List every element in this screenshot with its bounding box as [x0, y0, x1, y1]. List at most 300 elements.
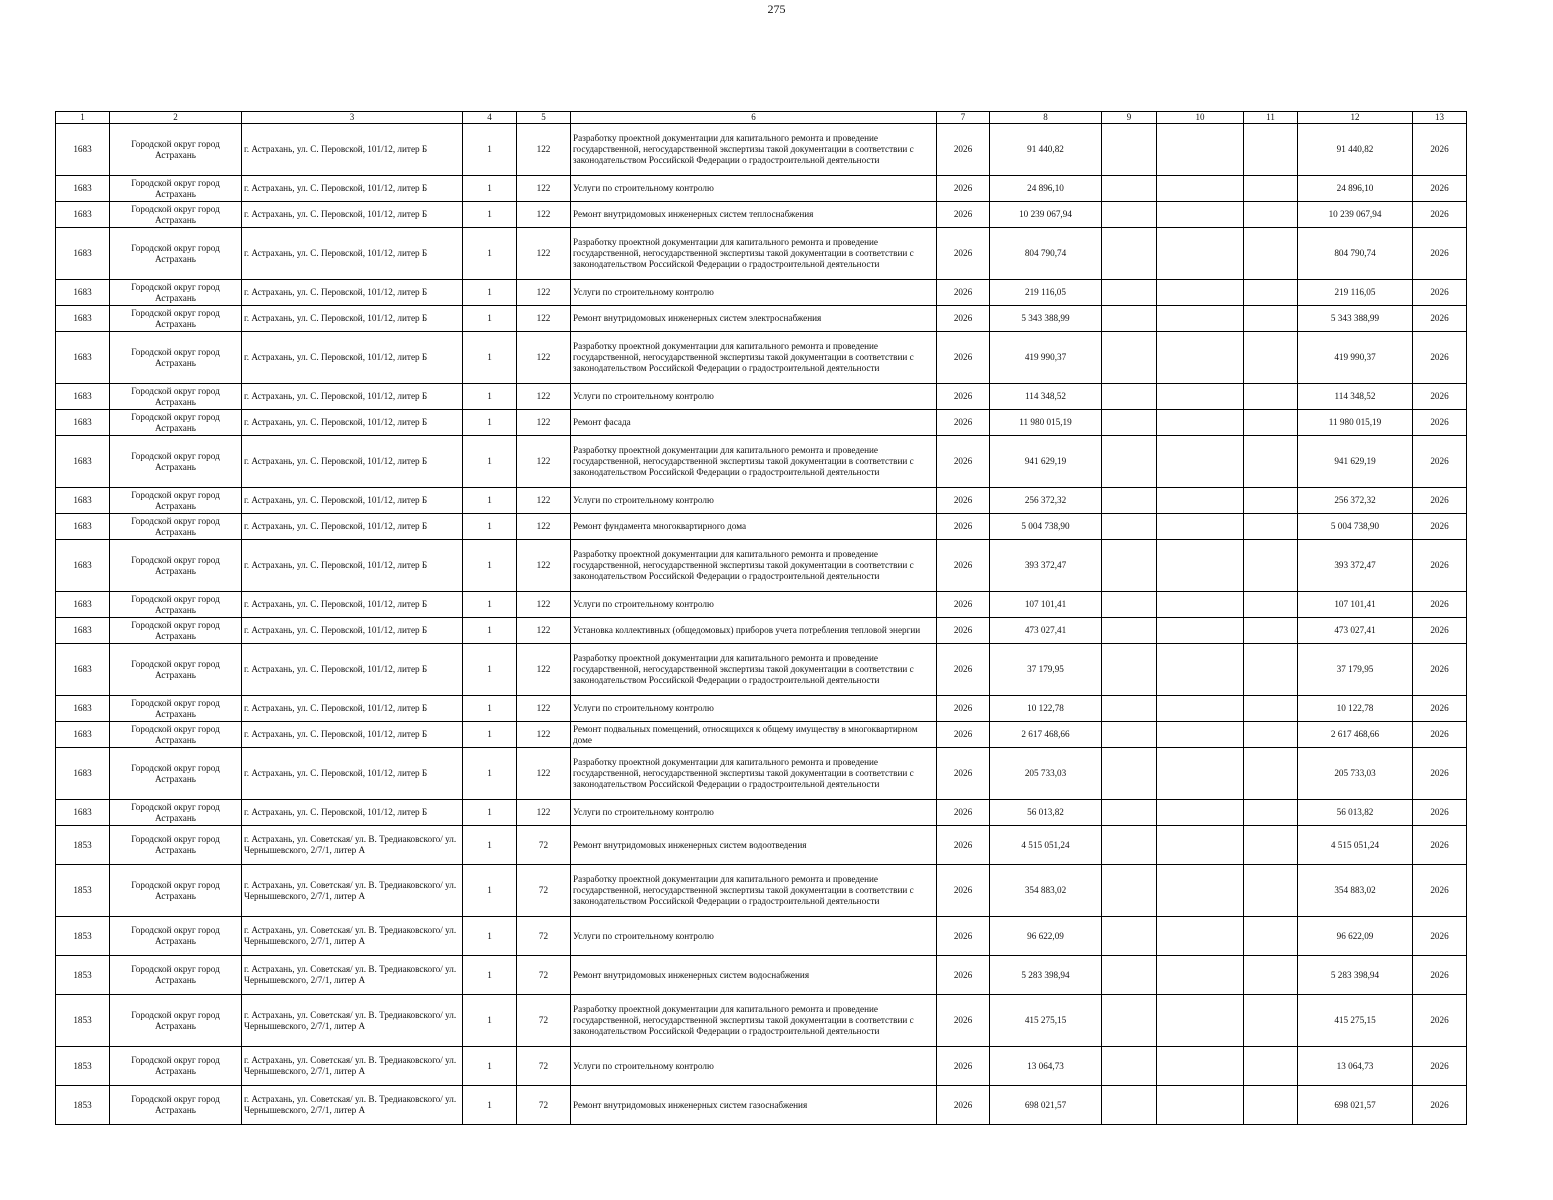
cell-work-type: Ремонт фасада — [571, 410, 937, 436]
cell-col-10 — [1157, 618, 1244, 644]
cell-end-year: 2026 — [1413, 1086, 1467, 1125]
cell-house-id: 1683 — [56, 488, 110, 514]
cell-col-10 — [1157, 280, 1244, 306]
cell-col-9 — [1102, 540, 1157, 592]
cell-total: 56 013,82 — [1298, 800, 1413, 826]
cell-house-id: 1683 — [56, 410, 110, 436]
cell-work-type: Разработку проектной документации для капитального ремонта и проведение государственной, негосударственной экспертизы такой документации в соответствии с законодательством Российской Федерации о градостроительной деятельности — [571, 748, 937, 800]
cell-col-11 — [1244, 618, 1298, 644]
cell-address: г. Астрахань, ул. С. Перовской, 101/12, литер Б — [242, 696, 463, 722]
cell-col-10 — [1157, 696, 1244, 722]
cell-col-5: 122 — [517, 202, 571, 228]
cell-address: г. Астрахань, ул. С. Перовской, 101/12, литер Б — [242, 514, 463, 540]
cell-col-9 — [1102, 436, 1157, 488]
column-header-2: 2 — [110, 112, 242, 124]
cell-address: г. Астрахань, ул. С. Перовской, 101/12, литер Б — [242, 488, 463, 514]
cell-year: 2026 — [937, 865, 990, 917]
table-row — [56, 800, 1467, 826]
cell-house-id: 1683 — [56, 748, 110, 800]
cell-col-11 — [1244, 202, 1298, 228]
cell-end-year: 2026 — [1413, 410, 1467, 436]
cell-col-11 — [1244, 748, 1298, 800]
cell-col-4: 1 — [463, 436, 517, 488]
cell-col-10 — [1157, 306, 1244, 332]
cell-end-year: 2026 — [1413, 176, 1467, 202]
cell-end-year: 2026 — [1413, 540, 1467, 592]
cell-col-10 — [1157, 826, 1244, 865]
cell-work-type: Ремонт внутридомовых инженерных систем электроснабжения — [571, 306, 937, 332]
cell-col-4: 1 — [463, 995, 517, 1047]
cell-col-10 — [1157, 176, 1244, 202]
cell-col-9 — [1102, 384, 1157, 410]
cell-col-4: 1 — [463, 176, 517, 202]
cell-house-id: 1853 — [56, 995, 110, 1047]
cell-col-11 — [1244, 306, 1298, 332]
cell-col-5: 72 — [517, 1047, 571, 1086]
cell-year: 2026 — [937, 1047, 990, 1086]
cell-col-5: 122 — [517, 618, 571, 644]
cell-end-year: 2026 — [1413, 124, 1467, 176]
cell-work-type: Разработку проектной документации для капитального ремонта и проведение государственной, негосударственной экспертизы такой документации в соответствии с законодательством Российской Федерации о градостроительной деятельности — [571, 644, 937, 696]
cell-house-id: 1683 — [56, 202, 110, 228]
cell-address: г. Астрахань, ул. С. Перовской, 101/12, литер Б — [242, 124, 463, 176]
cell-address: г. Астрахань, ул. Советская/ ул. В. Тредиаковского/ ул. Чернышевского, 2/7/1, литер А — [242, 956, 463, 995]
cell-col-9 — [1102, 865, 1157, 917]
cell-col-5: 72 — [517, 956, 571, 995]
cell-col-4: 1 — [463, 618, 517, 644]
cell-cost: 11 980 015,19 — [990, 410, 1102, 436]
cell-cost: 5 004 738,90 — [990, 514, 1102, 540]
cell-total: 5 004 738,90 — [1298, 514, 1413, 540]
cell-col-4: 1 — [463, 306, 517, 332]
cell-address: г. Астрахань, ул. С. Перовской, 101/12, литер Б — [242, 592, 463, 618]
cell-col-11 — [1244, 1047, 1298, 1086]
cell-municipality: Городской округ город Астрахань — [110, 800, 242, 826]
cell-work-type: Разработку проектной документации для капитального ремонта и проведение государственной, негосударственной экспертизы такой документации в соответствии с законодательством Российской Федерации о градостроительной деятельности — [571, 865, 937, 917]
column-header-8: 8 — [990, 112, 1102, 124]
cell-municipality: Городской округ город Астрахань — [110, 306, 242, 332]
cell-col-11 — [1244, 540, 1298, 592]
cell-work-type: Разработку проектной документации для капитального ремонта и проведение государственной, негосударственной экспертизы такой документации в соответствии с законодательством Российской Федерации о градостроительной деятельности — [571, 995, 937, 1047]
cell-col-5: 122 — [517, 228, 571, 280]
cell-total: 698 021,57 — [1298, 1086, 1413, 1125]
cell-total: 205 733,03 — [1298, 748, 1413, 800]
cell-col-4: 1 — [463, 917, 517, 956]
cell-municipality: Городской округ город Астрахань — [110, 124, 242, 176]
cell-house-id: 1853 — [56, 917, 110, 956]
cell-year: 2026 — [937, 280, 990, 306]
cell-house-id: 1683 — [56, 384, 110, 410]
cell-col-9 — [1102, 592, 1157, 618]
table-row — [56, 514, 1467, 540]
cell-year: 2026 — [937, 696, 990, 722]
table-row — [56, 865, 1467, 917]
cell-work-type: Услуги по строительному контролю — [571, 917, 937, 956]
cell-total: 5 283 398,94 — [1298, 956, 1413, 995]
cell-cost: 473 027,41 — [990, 618, 1102, 644]
cell-year: 2026 — [937, 826, 990, 865]
cell-year: 2026 — [937, 124, 990, 176]
cell-cost: 415 275,15 — [990, 995, 1102, 1047]
cell-municipality: Городской округ город Астрахань — [110, 514, 242, 540]
table-row — [56, 124, 1467, 176]
cell-municipality: Городской округ город Астрахань — [110, 995, 242, 1047]
cell-municipality: Городской округ город Астрахань — [110, 696, 242, 722]
cell-work-type: Установка коллективных (общедомовых) приборов учета потребления тепловой энергии — [571, 618, 937, 644]
cell-work-type: Услуги по строительному контролю — [571, 384, 937, 410]
cell-col-9 — [1102, 696, 1157, 722]
cell-end-year: 2026 — [1413, 618, 1467, 644]
column-header-5: 5 — [517, 112, 571, 124]
table-row — [56, 202, 1467, 228]
cell-end-year: 2026 — [1413, 280, 1467, 306]
cell-address: г. Астрахань, ул. С. Перовской, 101/12, литер Б — [242, 280, 463, 306]
cell-work-type: Ремонт внутридомовых инженерных систем теплоснабжения — [571, 202, 937, 228]
cell-end-year: 2026 — [1413, 995, 1467, 1047]
cell-col-4: 1 — [463, 384, 517, 410]
cell-col-10 — [1157, 592, 1244, 618]
cell-end-year: 2026 — [1413, 917, 1467, 956]
cell-col-4: 1 — [463, 124, 517, 176]
cell-total: 941 629,19 — [1298, 436, 1413, 488]
cell-end-year: 2026 — [1413, 644, 1467, 696]
cell-house-id: 1683 — [56, 306, 110, 332]
cell-col-9 — [1102, 514, 1157, 540]
cell-col-5: 122 — [517, 280, 571, 306]
cell-year: 2026 — [937, 722, 990, 748]
cell-col-10 — [1157, 514, 1244, 540]
cell-col-4: 1 — [463, 800, 517, 826]
cell-year: 2026 — [937, 410, 990, 436]
table-header — [56, 112, 1467, 124]
table-row — [56, 722, 1467, 748]
cell-work-type: Услуги по строительному контролю — [571, 1047, 937, 1086]
table-row — [56, 1047, 1467, 1086]
cell-cost: 37 179,95 — [990, 644, 1102, 696]
cell-address: г. Астрахань, ул. С. Перовской, 101/12, литер Б — [242, 202, 463, 228]
cell-house-id: 1683 — [56, 514, 110, 540]
cell-cost: 804 790,74 — [990, 228, 1102, 280]
cell-house-id: 1853 — [56, 826, 110, 865]
cell-year: 2026 — [937, 228, 990, 280]
cell-col-10 — [1157, 644, 1244, 696]
cell-year: 2026 — [937, 592, 990, 618]
cell-col-4: 1 — [463, 410, 517, 436]
cell-col-10 — [1157, 488, 1244, 514]
cell-year: 2026 — [937, 956, 990, 995]
cell-col-4: 1 — [463, 592, 517, 618]
cell-col-9 — [1102, 1086, 1157, 1125]
cell-col-9 — [1102, 410, 1157, 436]
cell-cost: 96 622,09 — [990, 917, 1102, 956]
table-row — [56, 696, 1467, 722]
column-header-9: 9 — [1102, 112, 1157, 124]
cell-col-9 — [1102, 722, 1157, 748]
cell-municipality: Городской округ город Астрахань — [110, 540, 242, 592]
cell-end-year: 2026 — [1413, 696, 1467, 722]
cell-cost: 5 343 388,99 — [990, 306, 1102, 332]
cell-cost: 10 122,78 — [990, 696, 1102, 722]
cell-year: 2026 — [937, 332, 990, 384]
cell-col-9 — [1102, 644, 1157, 696]
cell-col-9 — [1102, 618, 1157, 644]
cell-col-9 — [1102, 917, 1157, 956]
table-row — [56, 995, 1467, 1047]
cell-col-4: 1 — [463, 514, 517, 540]
cell-col-4: 1 — [463, 748, 517, 800]
cell-col-9 — [1102, 995, 1157, 1047]
cell-col-9 — [1102, 332, 1157, 384]
cell-total: 419 990,37 — [1298, 332, 1413, 384]
cell-col-5: 122 — [517, 410, 571, 436]
cell-col-5: 122 — [517, 644, 571, 696]
cell-house-id: 1683 — [56, 800, 110, 826]
table-row — [56, 176, 1467, 202]
cell-total: 24 896,10 — [1298, 176, 1413, 202]
cell-cost: 219 116,05 — [990, 280, 1102, 306]
cell-col-9 — [1102, 176, 1157, 202]
cell-end-year: 2026 — [1413, 488, 1467, 514]
cell-col-5: 72 — [517, 1086, 571, 1125]
cell-house-id: 1683 — [56, 436, 110, 488]
cell-house-id: 1853 — [56, 956, 110, 995]
table-row — [56, 306, 1467, 332]
table-row — [56, 618, 1467, 644]
cell-total: 393 372,47 — [1298, 540, 1413, 592]
cell-end-year: 2026 — [1413, 956, 1467, 995]
cell-col-11 — [1244, 280, 1298, 306]
cell-end-year: 2026 — [1413, 826, 1467, 865]
cell-address: г. Астрахань, ул. С. Перовской, 101/12, литер Б — [242, 436, 463, 488]
cell-col-5: 122 — [517, 540, 571, 592]
cell-municipality: Городской округ город Астрахань — [110, 1086, 242, 1125]
cell-total: 91 440,82 — [1298, 124, 1413, 176]
cell-work-type: Разработку проектной документации для капитального ремонта и проведение государственной, негосударственной экспертизы такой документации в соответствии с законодательством Российской Федерации о градостроительной деятельности — [571, 540, 937, 592]
cell-col-10 — [1157, 956, 1244, 995]
cell-work-type: Разработку проектной документации для капитального ремонта и проведение государственной, негосударственной экспертизы такой документации в соответствии с законодательством Российской Федерации о градостроительной деятельности — [571, 228, 937, 280]
cell-municipality: Городской округ город Астрахань — [110, 826, 242, 865]
cell-work-type: Услуги по строительному контролю — [571, 280, 937, 306]
cell-total: 219 116,05 — [1298, 280, 1413, 306]
table-row — [56, 956, 1467, 995]
cell-house-id: 1683 — [56, 592, 110, 618]
cell-municipality: Городской округ город Астрахань — [110, 436, 242, 488]
table-row — [56, 488, 1467, 514]
cell-year: 2026 — [937, 995, 990, 1047]
cell-col-11 — [1244, 176, 1298, 202]
cell-house-id: 1853 — [56, 1047, 110, 1086]
cell-house-id: 1683 — [56, 618, 110, 644]
cell-cost: 205 733,03 — [990, 748, 1102, 800]
cell-col-10 — [1157, 995, 1244, 1047]
cell-address: г. Астрахань, ул. С. Перовской, 101/12, литер Б — [242, 722, 463, 748]
cell-address: г. Астрахань, ул. С. Перовской, 101/12, литер Б — [242, 228, 463, 280]
column-header-11: 11 — [1244, 112, 1298, 124]
cell-year: 2026 — [937, 800, 990, 826]
cell-col-10 — [1157, 917, 1244, 956]
cell-col-11 — [1244, 514, 1298, 540]
cell-house-id: 1683 — [56, 332, 110, 384]
table-row — [56, 1086, 1467, 1125]
cell-work-type: Ремонт подвальных помещений, относящихся к общему имуществу в многоквартирном доме — [571, 722, 937, 748]
cell-address: г. Астрахань, ул. Советская/ ул. В. Тредиаковского/ ул. Чернышевского, 2/7/1, литер А — [242, 917, 463, 956]
cell-year: 2026 — [937, 436, 990, 488]
cell-total: 354 883,02 — [1298, 865, 1413, 917]
column-header-3: 3 — [242, 112, 463, 124]
cell-col-5: 122 — [517, 514, 571, 540]
cell-total: 107 101,41 — [1298, 592, 1413, 618]
cell-total: 2 617 468,66 — [1298, 722, 1413, 748]
cell-col-9 — [1102, 306, 1157, 332]
cell-total: 256 372,32 — [1298, 488, 1413, 514]
cell-col-11 — [1244, 956, 1298, 995]
cell-col-11 — [1244, 592, 1298, 618]
cell-col-4: 1 — [463, 1047, 517, 1086]
cell-house-id: 1683 — [56, 124, 110, 176]
cell-col-11 — [1244, 826, 1298, 865]
cell-col-10 — [1157, 228, 1244, 280]
cell-col-11 — [1244, 228, 1298, 280]
cell-col-10 — [1157, 124, 1244, 176]
cell-municipality: Городской округ город Астрахань — [110, 644, 242, 696]
cell-col-5: 122 — [517, 800, 571, 826]
cell-col-10 — [1157, 865, 1244, 917]
cell-work-type: Услуги по строительному контролю — [571, 488, 937, 514]
cell-col-5: 122 — [517, 332, 571, 384]
cell-address: г. Астрахань, ул. С. Перовской, 101/12, литер Б — [242, 332, 463, 384]
cell-col-11 — [1244, 865, 1298, 917]
cell-col-10 — [1157, 722, 1244, 748]
cell-end-year: 2026 — [1413, 332, 1467, 384]
cell-col-9 — [1102, 826, 1157, 865]
cell-year: 2026 — [937, 540, 990, 592]
cell-col-4: 1 — [463, 202, 517, 228]
cell-municipality: Городской округ город Астрахань — [110, 1047, 242, 1086]
cell-col-10 — [1157, 410, 1244, 436]
cell-total: 114 348,52 — [1298, 384, 1413, 410]
cell-cost: 941 629,19 — [990, 436, 1102, 488]
cell-house-id: 1853 — [56, 1086, 110, 1125]
cell-cost: 114 348,52 — [990, 384, 1102, 410]
cell-col-9 — [1102, 1047, 1157, 1086]
cell-col-10 — [1157, 332, 1244, 384]
cell-col-10 — [1157, 748, 1244, 800]
cell-municipality: Городской округ город Астрахань — [110, 488, 242, 514]
cell-work-type: Услуги по строительному контролю — [571, 800, 937, 826]
cell-end-year: 2026 — [1413, 592, 1467, 618]
cell-cost: 91 440,82 — [990, 124, 1102, 176]
table-row — [56, 826, 1467, 865]
cell-work-type: Ремонт внутридомовых инженерных систем водоотведения — [571, 826, 937, 865]
cell-total: 804 790,74 — [1298, 228, 1413, 280]
cell-year: 2026 — [937, 514, 990, 540]
cell-col-10 — [1157, 436, 1244, 488]
cell-end-year: 2026 — [1413, 228, 1467, 280]
cell-col-5: 122 — [517, 488, 571, 514]
cell-col-11 — [1244, 696, 1298, 722]
cell-cost: 2 617 468,66 — [990, 722, 1102, 748]
cell-total: 415 275,15 — [1298, 995, 1413, 1047]
cell-work-type: Разработку проектной документации для капитального ремонта и проведение государственной, негосударственной экспертизы такой документации в соответствии с законодательством Российской Федерации о градостроительной деятельности — [571, 124, 937, 176]
cell-work-type: Ремонт внутридомовых инженерных систем газоснабжения — [571, 1086, 937, 1125]
cell-municipality: Городской округ город Астрахань — [110, 202, 242, 228]
cell-end-year: 2026 — [1413, 436, 1467, 488]
table-row — [56, 280, 1467, 306]
cell-address: г. Астрахань, ул. С. Перовской, 101/12, литер Б — [242, 800, 463, 826]
cell-col-5: 122 — [517, 748, 571, 800]
cell-total: 11 980 015,19 — [1298, 410, 1413, 436]
cell-house-id: 1683 — [56, 176, 110, 202]
cell-end-year: 2026 — [1413, 514, 1467, 540]
cell-col-10 — [1157, 384, 1244, 410]
cell-total: 37 179,95 — [1298, 644, 1413, 696]
cell-col-10 — [1157, 1086, 1244, 1125]
table-row — [56, 644, 1467, 696]
cell-municipality: Городской округ город Астрахань — [110, 917, 242, 956]
cell-municipality: Городской округ город Астрахань — [110, 410, 242, 436]
cell-house-id: 1683 — [56, 540, 110, 592]
cell-address: г. Астрахань, ул. С. Перовской, 101/12, литер Б — [242, 306, 463, 332]
table-row — [56, 748, 1467, 800]
cell-col-4: 1 — [463, 956, 517, 995]
cell-col-5: 72 — [517, 826, 571, 865]
column-header-10: 10 — [1157, 112, 1244, 124]
cell-col-9 — [1102, 202, 1157, 228]
cell-end-year: 2026 — [1413, 202, 1467, 228]
cell-cost: 56 013,82 — [990, 800, 1102, 826]
cell-col-10 — [1157, 202, 1244, 228]
table-row — [56, 436, 1467, 488]
cell-work-type: Разработку проектной документации для капитального ремонта и проведение государственной, негосударственной экспертизы такой документации в соответствии с законодательством Российской Федерации о градостроительной деятельности — [571, 436, 937, 488]
cell-col-10 — [1157, 1047, 1244, 1086]
cell-work-type: Услуги по строительному контролю — [571, 592, 937, 618]
cell-col-10 — [1157, 800, 1244, 826]
cell-total: 5 343 388,99 — [1298, 306, 1413, 332]
cell-address: г. Астрахань, ул. Советская/ ул. В. Тредиаковского/ ул. Чернышевского, 2/7/1, литер А — [242, 995, 463, 1047]
cell-end-year: 2026 — [1413, 800, 1467, 826]
cell-address: г. Астрахань, ул. С. Перовской, 101/12, литер Б — [242, 410, 463, 436]
cell-municipality: Городской округ город Астрахань — [110, 592, 242, 618]
cell-end-year: 2026 — [1413, 748, 1467, 800]
cell-work-type: Разработку проектной документации для капитального ремонта и проведение государственной, негосударственной экспертизы такой документации в соответствии с законодательством Российской Федерации о градостроительной деятельности — [571, 332, 937, 384]
cell-total: 96 622,09 — [1298, 917, 1413, 956]
cell-house-id: 1853 — [56, 865, 110, 917]
table-row — [56, 384, 1467, 410]
cell-cost: 13 064,73 — [990, 1047, 1102, 1086]
cell-end-year: 2026 — [1413, 865, 1467, 917]
cell-col-5: 72 — [517, 917, 571, 956]
cell-col-5: 72 — [517, 995, 571, 1047]
cell-work-type: Услуги по строительному контролю — [571, 696, 937, 722]
cell-col-5: 122 — [517, 306, 571, 332]
cell-year: 2026 — [937, 917, 990, 956]
cell-col-5: 122 — [517, 592, 571, 618]
cell-municipality: Городской округ город Астрахань — [110, 748, 242, 800]
cell-col-5: 122 — [517, 124, 571, 176]
cell-col-4: 1 — [463, 644, 517, 696]
column-header-4: 4 — [463, 112, 517, 124]
cell-col-11 — [1244, 436, 1298, 488]
cell-cost: 24 896,10 — [990, 176, 1102, 202]
cell-address: г. Астрахань, ул. Советская/ ул. В. Тредиаковского/ ул. Чернышевского, 2/7/1, литер А — [242, 826, 463, 865]
table-row — [56, 332, 1467, 384]
cell-house-id: 1683 — [56, 280, 110, 306]
cell-col-4: 1 — [463, 488, 517, 514]
column-header-12: 12 — [1298, 112, 1413, 124]
cell-year: 2026 — [937, 644, 990, 696]
cell-total: 10 239 067,94 — [1298, 202, 1413, 228]
cell-end-year: 2026 — [1413, 306, 1467, 332]
